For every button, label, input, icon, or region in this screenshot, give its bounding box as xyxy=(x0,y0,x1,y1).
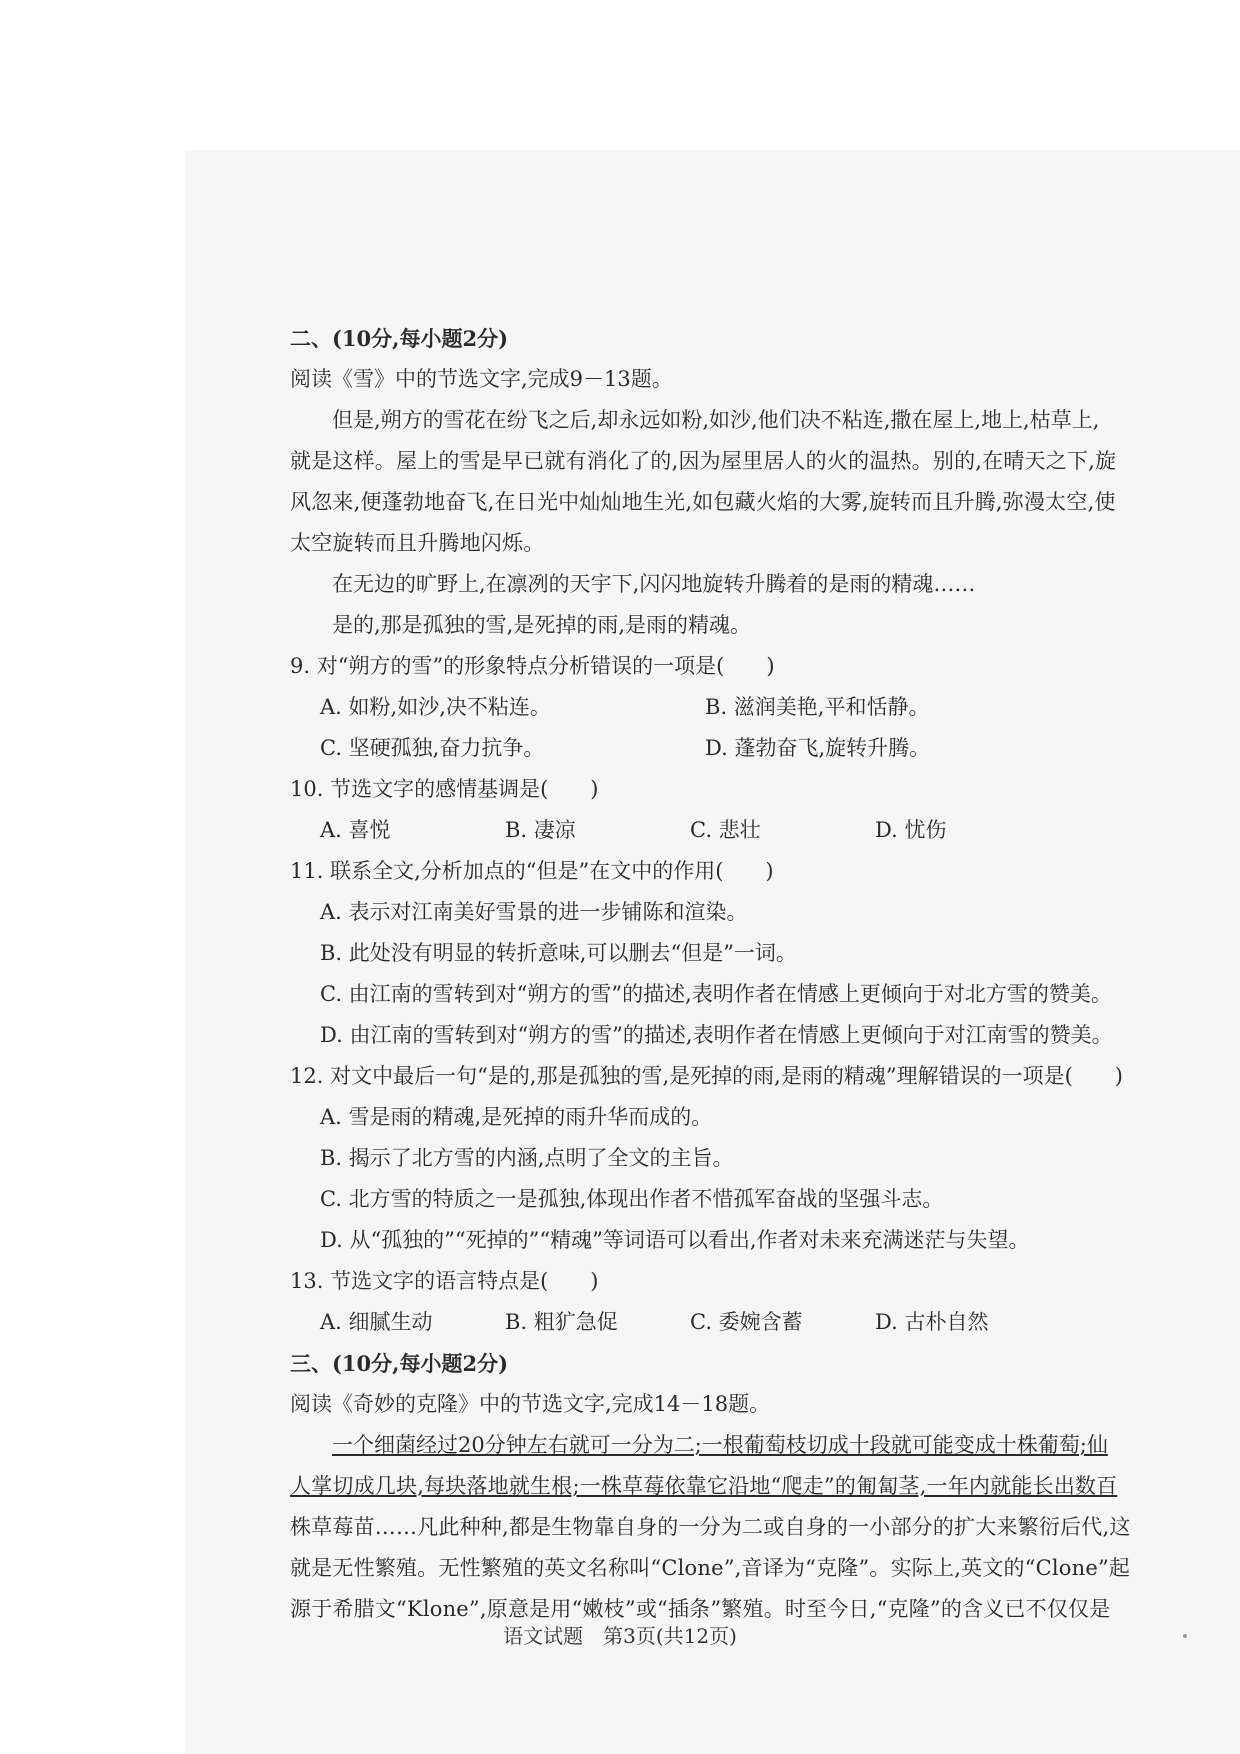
question-9-option-b[interactable]: B. 滋润美艳,平和恬静。 xyxy=(705,695,930,719)
question-10-stem: 10. 节选文字的感情基调是( ) xyxy=(290,777,599,801)
question-9-options-row-1 xyxy=(290,687,1090,728)
question-9-option-a[interactable]: A. 如粉,如沙,决不粘连。 xyxy=(320,695,551,719)
question-9-option-c[interactable]: C. 坚硬孤独,奋力抗争。 xyxy=(320,736,545,760)
page-footer: 语文试题 第3页(共12页) xyxy=(503,1624,737,1648)
question-9-stem: 9. 对“朔方的雪”的形象特点分析错误的一项是( ) xyxy=(290,654,775,678)
passage-line-2: 就是这样。屋上的雪是早已就有消化了的,因为屋里居人的火的温热。别的,在晴天之下,旋 xyxy=(290,449,1117,473)
scan-dot xyxy=(1183,1634,1187,1638)
clone-passage-line-4: 就是无性繁殖。无性繁殖的英文名称叫“Clone”,音译为“克隆”。实际上,英文的“Clone”起 xyxy=(290,1556,1131,1580)
clone-passage-line-3: 株草莓苗……凡此种种,都是生物靠自身的一分为二或自身的一小部分的扩大来繁衍后代,这 xyxy=(290,1515,1131,1539)
question-10-option-a[interactable]: A. 喜悦 xyxy=(320,818,391,842)
question-9-options-row-2 xyxy=(290,728,1090,769)
question-12-option-b[interactable]: B. 揭示了北方雪的内涵,点明了全文的主旨。 xyxy=(320,1146,734,1170)
question-10-options xyxy=(290,810,1090,851)
question-13-stem: 13. 节选文字的语言特点是( ) xyxy=(290,1269,599,1293)
question-9-option-d[interactable]: D. 蓬勃奋飞,旋转升腾。 xyxy=(705,736,931,760)
clone-passage-line-5: 源于希腊文“Klone”,原意是用“嫩枝”或“插条”繁殖。时至今日,“克隆”的含义已不仅仅是 xyxy=(290,1597,1111,1621)
passage-paragraph-3: 是的,那是孤独的雪,是死掉的雨,是雨的精魂。 xyxy=(332,613,752,637)
question-13-option-b[interactable]: B. 粗犷急促 xyxy=(505,1310,618,1334)
section-3-heading: 三、(10分,每小题2分) xyxy=(290,1351,509,1376)
page-content xyxy=(290,318,1131,1630)
passage-paragraph-2: 在无边的旷野上,在凛冽的天宇下,闪闪地旋转升腾着的是雨的精魂…… xyxy=(332,572,976,596)
question-13-option-c[interactable]: C. 委婉含蓄 xyxy=(690,1310,803,1334)
section-2-instruction: 阅读《雪》中的节选文字,完成9－13题。 xyxy=(290,367,673,391)
question-13-option-a[interactable]: A. 细腻生动 xyxy=(320,1310,433,1334)
question-11-stem: 11. 联系全文,分析加点的“但是”在文中的作用( ) xyxy=(290,859,774,883)
question-12-option-d[interactable]: D. 从“孤独的”“死掉的”“精魂”等词语可以看出,作者对未来充满迷茫与失望。 xyxy=(320,1228,1030,1252)
question-11-option-b[interactable]: B. 此处没有明显的转折意味,可以删去“但是”一词。 xyxy=(320,941,797,965)
question-11-option-a[interactable]: A. 表示对江南美好雪景的进一步铺陈和渲染。 xyxy=(320,900,748,924)
passage-line-3: 风忽来,便蓬勃地奋飞,在日光中灿灿地生光,如包藏火焰的大雾,旋转而且升腾,弥漫太空,使 xyxy=(290,490,1116,514)
question-12-option-c[interactable]: C. 北方雪的特质之一是孤独,体现出作者不惜孤军奋战的坚强斗志。 xyxy=(320,1187,944,1211)
clone-passage-line-1: 一个细菌经过20分钟左右就可一分为二;一根葡萄枝切成十段就可能变成十株葡萄;仙 xyxy=(332,1433,1108,1457)
question-10-option-c[interactable]: C. 悲壮 xyxy=(690,818,761,842)
question-12-stem: 12. 对文中最后一句“是的,那是孤独的雪,是死掉的雨,是雨的精魂”理解错误的一项是( ) xyxy=(290,1064,1123,1088)
passage-line-4: 太空旋转而且升腾地闪烁。 xyxy=(290,531,545,555)
section-3-instruction: 阅读《奇妙的克隆》中的节选文字,完成14－18题。 xyxy=(290,1392,771,1416)
question-10-option-d[interactable]: D. 忧伤 xyxy=(875,818,947,842)
passage-line-1: 但是,朔方的雪花在纷飞之后,却永远如粉,如沙,他们决不粘连,撒在屋上,地上,枯草上, xyxy=(332,408,1100,432)
question-13-options xyxy=(290,1302,1090,1343)
question-13-option-d[interactable]: D. 古朴自然 xyxy=(875,1310,989,1334)
question-11-option-c[interactable]: C. 由江南的雪转到对“朔方的雪”的描述,表明作者在情感上更倾向于对北方雪的赞美。 xyxy=(320,982,1112,1006)
question-11-option-d[interactable]: D. 由江南的雪转到对“朔方的雪”的描述,表明作者在情感上更倾向于对江南雪的赞美。 xyxy=(320,1023,1113,1047)
question-10-option-b[interactable]: B. 凄凉 xyxy=(505,818,576,842)
question-12-option-a[interactable]: A. 雪是雨的精魂,是死掉的雨升华而成的。 xyxy=(320,1105,713,1129)
section-2-heading: 二、(10分,每小题2分) xyxy=(290,326,509,351)
clone-passage-line-2: 人掌切成几块,每块落地就生根;一株草莓依靠它沿地“爬走”的匍匐茎,一年内就能长出数百 xyxy=(290,1474,1118,1498)
